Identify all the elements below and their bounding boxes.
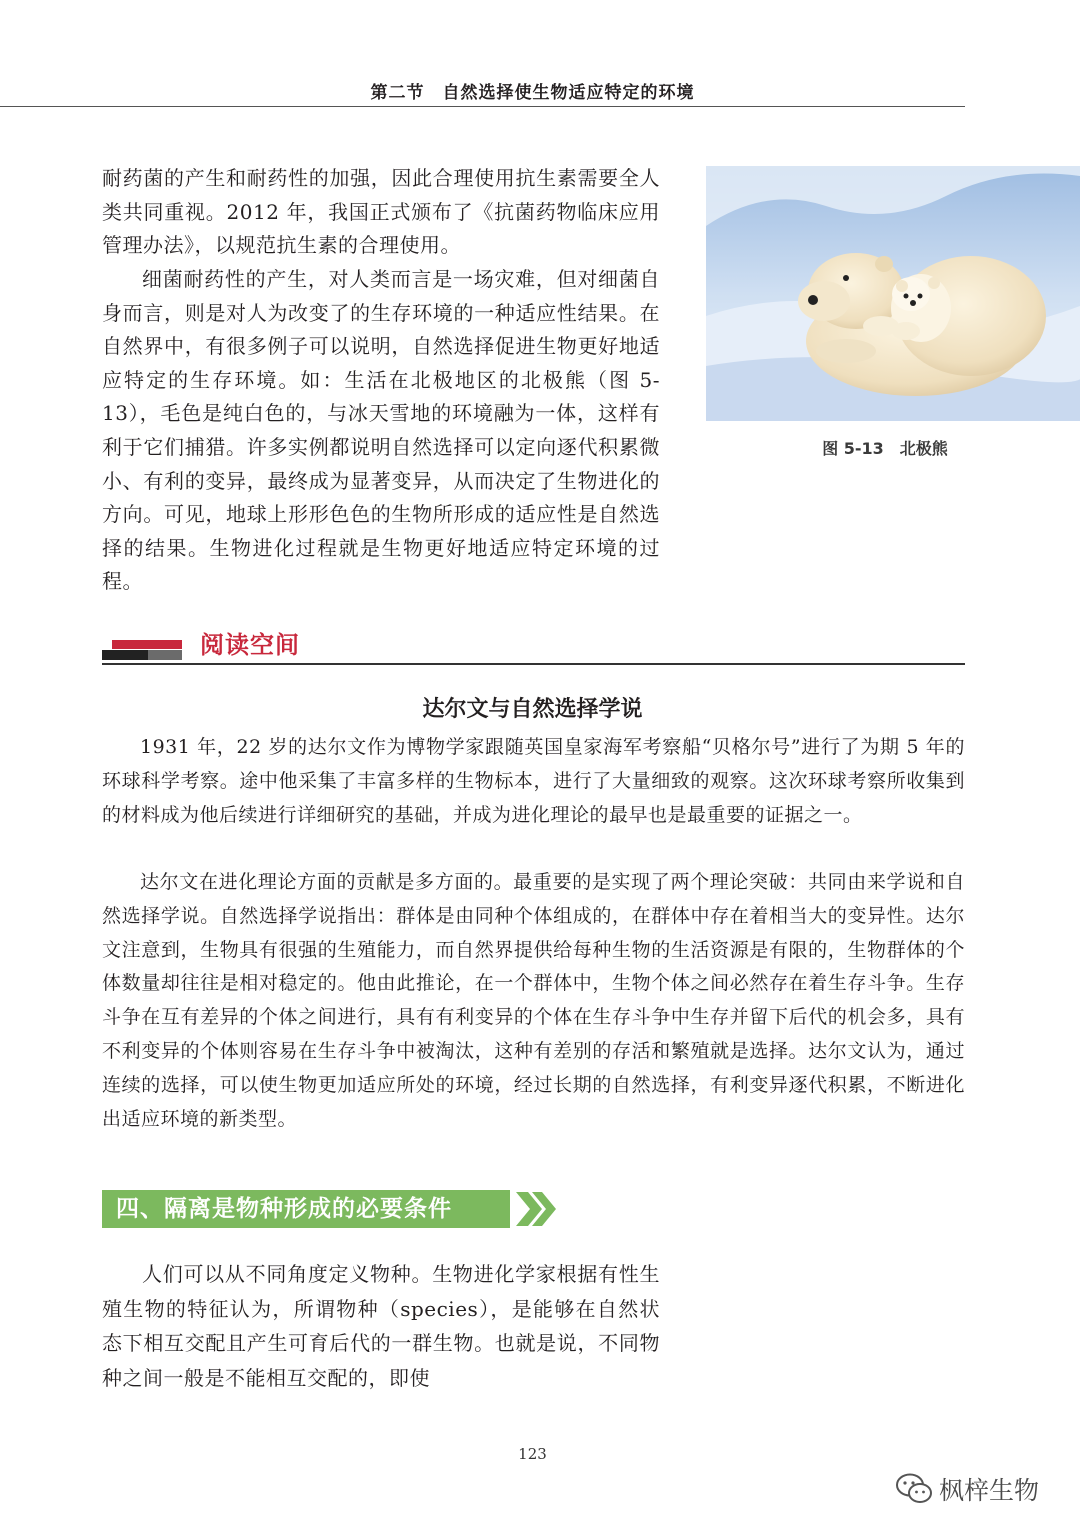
polar-bear-photo xyxy=(706,166,1080,421)
reading-paragraph-2: 达尔文在进化理论方面的贡献是多方面的。最重要的是实现了两个理论突破：共同由来学说和自然选择学说。自然选择学说指出：群体是由同种个体组成的，在群体中存在着相当大的变异性。达尔文注意到，生物具有很强的生殖能力，而自然界提供给每种生物的生活资源是有限的，生物群体的个体数量却往往是相对稳定的。他由此推论，在一个群体中，生物个体之间必然存在着生存斗争。生存斗争在互有差异的个体之间进行，具有有利变异的个体在生存斗争中生存并留下后代的机会多，具有不利变异的个体则容易在生存斗争中被淘汰，这种有差别的存活和繁殖就是选择。达尔文认为，通过连续的选择，可以使生物更加适应所处的环境，经过长期的自然选择，有利变异逐代积累，不断进化出适应环境的新类型。 xyxy=(102,871,965,1130)
banner-bar-black xyxy=(102,650,148,660)
wechat-watermark xyxy=(895,1468,1039,1510)
wechat-icon xyxy=(895,1472,933,1506)
body-paragraph-1: 耐药菌的产生和耐药性的加强，因此合理使用抗生素需要全人类共同重视。2012 年，我国正式颁布了《抗菌药物临床应用管理办法》，以规范抗生素的合理使用。 xyxy=(102,166,660,258)
reading-space-label: 阅读空间 xyxy=(200,631,300,659)
polar-bear-illustration xyxy=(706,166,1080,421)
reading-space-divider xyxy=(102,663,965,665)
reading-space-banner xyxy=(102,630,965,666)
double-chevron-icon xyxy=(514,1190,558,1228)
watermark-text: 枫梓生物 xyxy=(939,1476,1040,1505)
header-title: 第二节 自然选择使生物适应特定的环境 xyxy=(370,83,695,103)
figure-caption: 图 5-13 北极熊 xyxy=(822,439,948,458)
banner-bar-red xyxy=(112,640,182,649)
page-number: 123 xyxy=(518,1445,547,1463)
section-heading-banner xyxy=(102,1190,510,1228)
body-paragraph-2: 细菌耐药性的产生，对人类而言是一场灾难，但对细菌自身而言，则是对人为改变了的生存环境的一种适应性结果。在自然界中，有很多例子可以说明，自然选择促进生物更好地适应特定的生存环境。如：生活在北极地区的北极熊（图 5-13），毛色是纯白色的，与冰天雪地的环境融为一体，这样有利于它们捕猎。许多实例都说明自然选择可以定向逐代积累微小、有利的变异，最终成为显著变异，从而决定了生物进化的方向。可见，地球上形形色色的生物所形成的适应性是自然选择的结果。生物进化过程就是生物更好地适应特定环境的过程。 xyxy=(102,267,660,594)
reading-article-title: 达尔文与自然选择学说 xyxy=(422,697,643,722)
section-paragraph-1: 人们可以从不同角度定义物种。生物进化学家根据有性生殖生物的特征认为，所谓物种（species），是能够在自然状态下相互交配且产生可育后代的一群生物。也就是说，不同物种之间一般是不能相互交配的，即使 xyxy=(102,1262,660,1390)
reading-paragraph-1: 1931 年，22 岁的达尔文作为博物学家跟随英国皇家海军考察船“贝格尔号”进行了为期 5 年的环球科学考察。途中他采集了丰富多样的生物标本，进行了大量细致的观察。这次环球考察所收集到的材料成为他后续进行详细研究的基础，并成为进化理论的最早也是最重要的证据之一。 xyxy=(102,736,965,826)
banner-bar-gray xyxy=(148,650,182,660)
section-heading: 四、隔离是物种形成的必要条件 xyxy=(116,1196,452,1222)
header-divider xyxy=(0,106,965,107)
